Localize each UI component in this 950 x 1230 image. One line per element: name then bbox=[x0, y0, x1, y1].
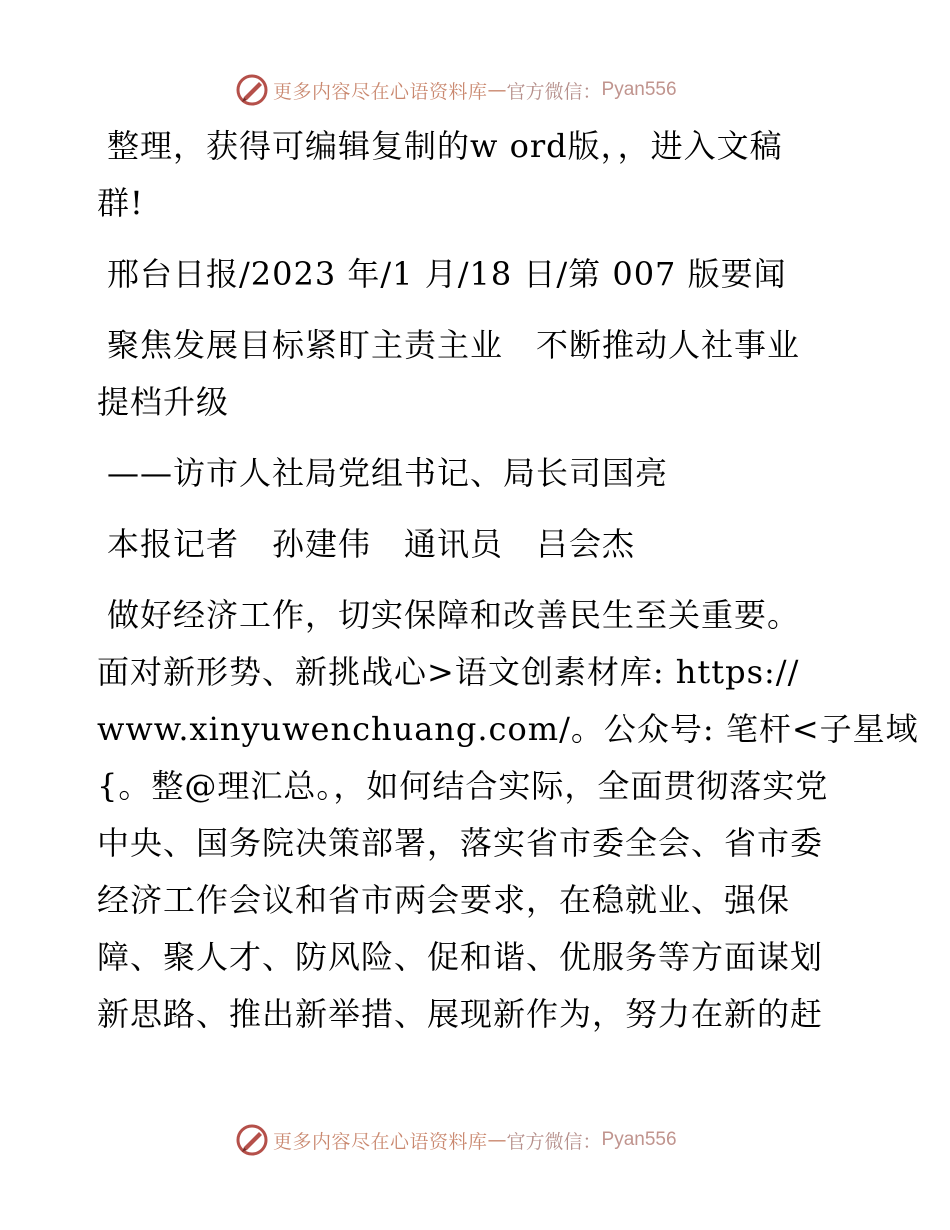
article-headline bbox=[97, 317, 857, 431]
banner-wechat-label: 官方微信： bbox=[506, 1130, 602, 1153]
text-line: 邢台日报/2023 年/1 月/18 日/第 007 版要闻 bbox=[107, 255, 787, 293]
banner-slogan: 更多内容尽在心语资料库 bbox=[273, 80, 488, 103]
text-line: 中央、国务院决策部署，落实省市委全会、省市委 bbox=[97, 824, 824, 862]
footer-watermark-banner bbox=[235, 1120, 677, 1160]
article-subheadline bbox=[97, 445, 857, 502]
pen-circle-logo-icon bbox=[235, 1123, 269, 1157]
text-line: 面对新形势、新挑战心>语文创素材库: https:// bbox=[97, 653, 800, 691]
text-line: 经济工作会议和省市两会要求，在稳就业、强保 bbox=[97, 881, 791, 919]
text-line: {。整@理汇总。，如何结合实际，全面贯彻落实党 bbox=[97, 767, 829, 805]
banner-separator: — bbox=[487, 79, 507, 101]
text-line: 障、聚人才、防风险、促和谐、优服务等方面谋划 bbox=[97, 938, 824, 976]
text-line: www.xinyuwenchuang.com/。公众号: 笔杆<子星域 bbox=[97, 710, 919, 748]
text-line: 整理，获得可编辑复制的w ord版，，进入文稿 bbox=[107, 127, 783, 165]
pen-circle-logo-icon bbox=[235, 73, 269, 107]
article-byline bbox=[97, 516, 857, 573]
banner-wechat-id: Pyan556 bbox=[601, 79, 677, 100]
text-line: ——访市人社局党组书记、局长司国亮 bbox=[107, 454, 669, 492]
text-line: 聚焦发展目标紧盯主责主业 不断推动人社事业 bbox=[107, 326, 801, 364]
text-line: 提档升级 bbox=[97, 383, 230, 421]
document-body bbox=[97, 118, 919, 1043]
article-body-paragraph bbox=[97, 587, 919, 1043]
text-line: 本报记者 孙建伟 通讯员 吕会杰 bbox=[107, 525, 636, 563]
text-line: 新思路、推出新举措、展现新作为，努力在新的赶 bbox=[97, 995, 824, 1033]
text-line: 做好经济工作，切实保障和改善民生至关重要。 bbox=[107, 596, 801, 634]
banner-wechat-id: Pyan556 bbox=[601, 1129, 677, 1150]
header-watermark-banner bbox=[235, 70, 677, 110]
text-line: 群! bbox=[97, 184, 144, 222]
banner-separator: — bbox=[487, 1129, 507, 1151]
banner-wechat-label: 官方微信： bbox=[506, 80, 602, 103]
publication-info bbox=[97, 246, 857, 303]
intro-paragraph bbox=[97, 118, 857, 232]
banner-slogan: 更多内容尽在心语资料库 bbox=[273, 1130, 488, 1153]
